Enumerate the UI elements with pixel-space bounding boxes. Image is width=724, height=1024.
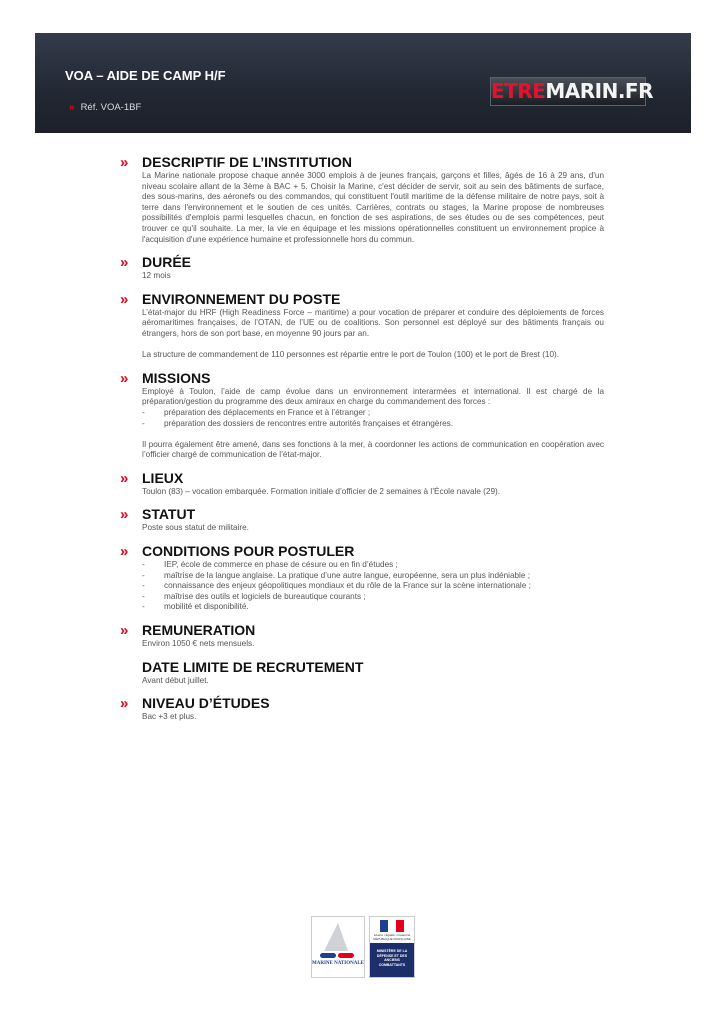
list-item: - mobilité et disponibilité. (142, 602, 604, 613)
job-title: VOA – AIDE DE CAMP H/F (65, 68, 226, 83)
logo-text-red: ETRE (491, 79, 546, 103)
chevron-icon: » (120, 622, 126, 640)
paragraph: La Marine nationale propose chaque année 3000 emplois à de jeunes français, garçons et filles, âgés de 16 à 29 ans, d'un niveau scolaire allant de la 3ème à BAC + 5. Choisir la Marine, c'est décider de servir, soit au sein des bâtiments de surface, des sous-marins, des aéronefs ou des commandos, qui constituent l'outil maritime de la défense militaire de notre pays, soit à terre dans l'environnement et le soutien de ces unités. Carrières, contrats ou stages, la Marine propose de nombreuses possibilités d'emplois parmi lesquelles chacun, en fonction de ses aspirations, de ses études ou de ses compétences, peut trouver ce qu'il souhaite. La mer, la vie en équipage et les missions opérationnelles constituent un environnement propice à l'acquisition d'une expérience humaine et professionnelle hors du commun. (142, 171, 604, 244)
marine-nationale-text: MARINE NATIONALE (312, 961, 364, 966)
footer-logos (311, 916, 415, 978)
section-heading (120, 622, 604, 639)
paragraph: Avant début juillet. (142, 675, 209, 685)
chevron-icon: » (120, 290, 126, 308)
section-title: NIVEAU D’ÉTUDES (142, 695, 270, 712)
section-title: DESCRIPTIF DE L’INSTITUTION (142, 154, 353, 170)
list-item: - maîtrise des outils et logiciels de bureautique courants ; (142, 592, 604, 603)
logo-text-white: MARIN.FR (545, 79, 653, 103)
chevron-icon: » (120, 154, 126, 171)
list-item: - connaissance des enjeux géopolitiques mondiaux et du rôle de la France sur la scène internationale ; (142, 581, 604, 592)
chevron-icon: » (120, 369, 126, 387)
etremarin-logo[interactable] (490, 77, 653, 106)
section-heading (120, 370, 604, 387)
list-item: - maîtrise de la langue anglaise. La pratique d’une autre langue, européenne, sera un plus indéniable ; (142, 571, 604, 582)
section-8 (120, 659, 604, 687)
section-4 (120, 470, 604, 498)
section-heading (120, 154, 604, 171)
job-reference (69, 102, 141, 113)
section-heading (120, 254, 604, 271)
section-2 (120, 291, 604, 361)
section-heading (120, 291, 604, 308)
section-title: REMUNERATION (142, 622, 256, 639)
paragraph: Bac +3 et plus. (142, 712, 197, 722)
french-flag-icon (380, 920, 404, 932)
ministry-logo (369, 916, 415, 978)
section-body (142, 171, 604, 245)
chevron-icon: » (120, 506, 126, 524)
job-content (120, 154, 604, 732)
section-heading (120, 695, 604, 712)
section-title: DATE LIMITE DE RECRUTEMENT (142, 658, 364, 675)
bullet-list (142, 408, 604, 429)
paragraph: Poste sous statut de militaire. (142, 523, 249, 533)
section-body (142, 271, 604, 282)
chevron-icon: » (120, 254, 126, 272)
section-7 (120, 622, 604, 650)
section-body (142, 639, 604, 650)
ministry-name: MINISTÈRE DE LA DÉFENSE ET DES ANCIENS COMBATTANTS (376, 949, 408, 967)
job-reference-text: Réf. VOA-1BF (80, 102, 142, 113)
section-6 (120, 543, 604, 613)
paragraph: L’état-major du HRF (High Readiness Force – maritime) a pour vocation de préparer et conduire des déploiements de forces aéromaritimes françaises, de l’OTAN, de l’UE ou de coalitions. Son personnel est déployé sur des bâtiments français ou étrangers, hors de son port base, en moyenne 90 jours par an. (142, 307, 604, 338)
section-0 (120, 154, 604, 245)
section-title: ENVIRONNEMENT DU POSTE (142, 290, 341, 307)
section-3 (120, 370, 604, 461)
header-banner (35, 33, 691, 133)
section-body (142, 487, 604, 498)
list-item: - préparation des déplacements en France et à l’étranger ; (142, 408, 604, 419)
chevron-icon: » (120, 469, 126, 487)
chevron-icon: » (120, 695, 126, 713)
section-body (142, 523, 604, 534)
chevron-icon: » (120, 543, 126, 561)
section-heading (120, 543, 604, 560)
section-body (142, 560, 604, 613)
section-title: CONDITIONS POUR POSTULER (142, 543, 355, 560)
marine-nationale-logo (311, 916, 365, 978)
paragraph: Il pourra également être amené, dans ses fonctions à la mer, à coordonner les actions de communication en coopération avec l’officier chargé de communication de l’état-major. (142, 439, 604, 460)
chevron-icon: » (69, 102, 75, 113)
section-body (142, 712, 604, 723)
section-heading (120, 470, 604, 487)
section-title: STATUT (142, 506, 196, 523)
section-9 (120, 695, 604, 723)
republic-motto: Liberté • Égalité • Fraternité RÉPUBLIQUE FRANÇAISE (373, 933, 411, 941)
paragraph: Environ 1050 € nets mensuels. (142, 639, 255, 649)
paragraph: Employé à Toulon, l’aide de camp évolue dans un environnement interarmées et international. Il est chargé de la préparation/gestion du programme des deux amiraux en charge du commandement des forces : (142, 386, 604, 407)
section-heading (120, 506, 604, 523)
paragraph: Toulon (83) – vocation embarquée. Formation initiale d’officier de 2 semaines à l’École navale (29). (142, 486, 501, 496)
section-1 (120, 254, 604, 282)
section-body (142, 387, 604, 461)
section-body (142, 308, 604, 361)
paragraph: 12 mois (142, 271, 171, 281)
section-body (142, 676, 604, 687)
list-item: - IEP, école de commerce en phase de césure ou en fin d’études ; (142, 560, 604, 571)
list-item: - préparation des dossiers de rencontres entre autorités françaises et étrangères. (142, 419, 604, 430)
section-title: LIEUX (142, 469, 184, 486)
section-5 (120, 506, 604, 534)
paragraph: La structure de commandement de 110 personnes est répartie entre le port de Toulon (100) et le port de Brest (10). (142, 350, 560, 360)
section-heading (120, 659, 604, 676)
bullet-list (142, 560, 604, 613)
section-title: MISSIONS (142, 369, 211, 386)
section-title: DURÉE (142, 254, 192, 271)
